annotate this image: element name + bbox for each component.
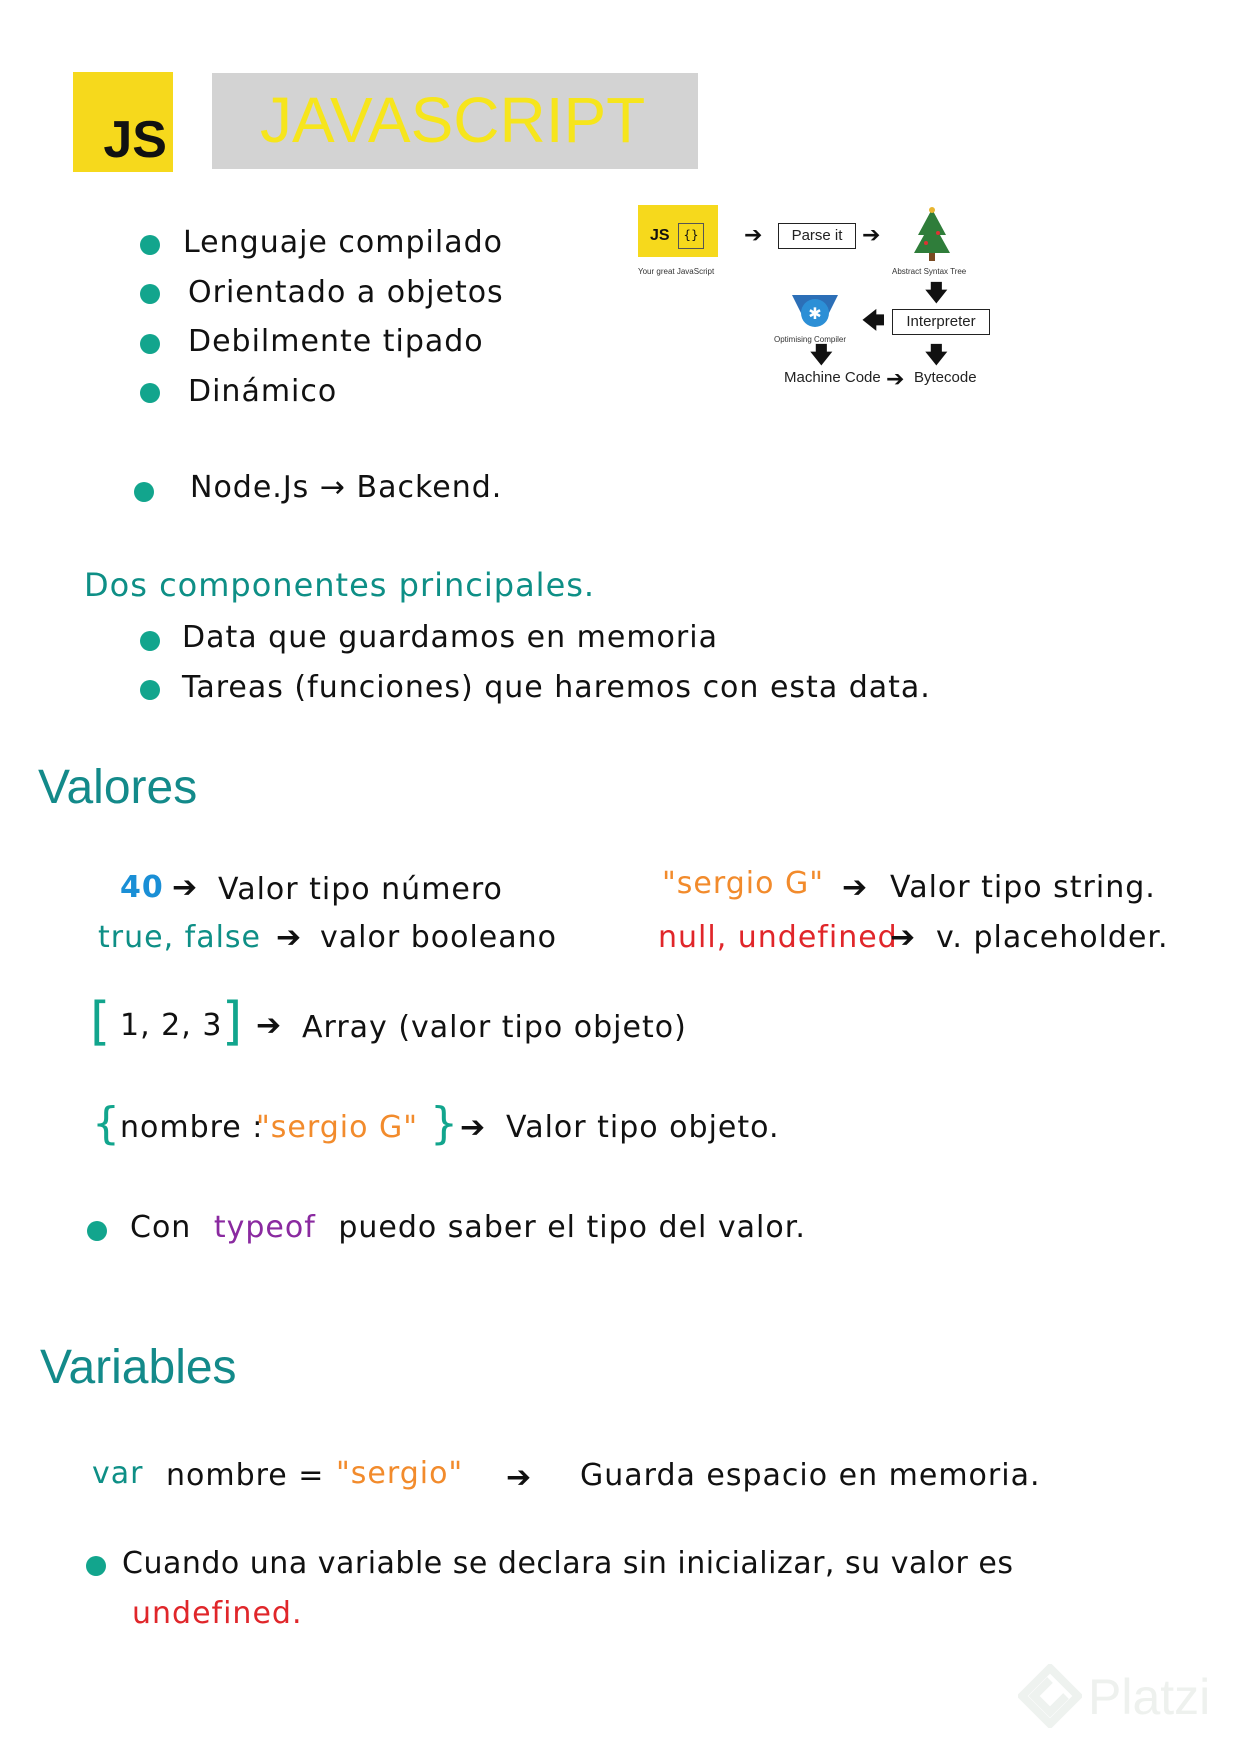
machine-code-label: Machine Code	[784, 369, 881, 386]
bool-desc: valor booleano	[320, 920, 557, 955]
platzi-logo-icon	[1018, 1664, 1082, 1728]
tree-icon	[892, 205, 972, 271]
component-item: Data que guardamos en memoria	[182, 620, 718, 655]
string-desc: Valor tipo string.	[890, 870, 1156, 905]
page-title: JAVASCRIPT	[260, 84, 646, 156]
typeof-line	[130, 1210, 806, 1245]
typeof-suffix: puedo saber el tipo del valor.	[338, 1210, 806, 1245]
page-title-banner	[212, 73, 698, 169]
js-logo	[73, 72, 173, 172]
variables-heading: Variables	[40, 1341, 237, 1394]
interpreter-box: Interpreter	[892, 309, 990, 335]
diagram-js-text: JS	[650, 227, 670, 244]
components-heading: Dos componentes principales.	[84, 566, 596, 604]
bullet-dot	[140, 284, 160, 304]
right-arrow-icon: ➔	[862, 223, 881, 248]
bullet-dot	[140, 680, 160, 700]
watermark-text: Platzi	[1088, 1669, 1211, 1725]
right-arrow-icon: ➔	[890, 920, 917, 955]
close-bracket: ]	[222, 992, 243, 1052]
component-item: Tareas (funciones) que haremos con esta data.	[182, 670, 931, 705]
node-backend-line: Node.Js → Backend.	[190, 470, 503, 505]
compiler-icon	[790, 293, 840, 333]
js-engine-diagram	[630, 195, 1010, 395]
right-arrow-icon: ➔	[506, 1460, 533, 1495]
typeof-prefix: Con	[130, 1210, 192, 1245]
feature-item: Dinámico	[188, 374, 338, 409]
right-arrow-icon: ➔	[276, 920, 303, 955]
feature-item: Lenguaje compilado	[183, 225, 503, 260]
bullet-dot	[87, 1221, 107, 1241]
right-arrow-icon: ➔	[744, 223, 763, 248]
bool-value: true, false	[98, 920, 262, 955]
feature-item: Orientado a objetos	[188, 275, 504, 310]
var-keyword: var	[92, 1456, 144, 1491]
svg-text:✱: ✱	[808, 304, 822, 323]
right-arrow-icon: ➔	[460, 1110, 487, 1145]
down-arrow-icon: 🡇	[925, 281, 948, 306]
null-value: null, undefined	[658, 920, 898, 955]
number-desc: Valor tipo número	[218, 872, 503, 907]
open-brace: {	[92, 1098, 120, 1149]
bullet-dot	[140, 235, 160, 255]
object-key: nombre :	[120, 1110, 264, 1145]
right-arrow-icon: ➔	[172, 870, 199, 905]
js-logo-text: JS	[103, 111, 167, 169]
bullet-dot	[140, 383, 160, 403]
var-value: "sergio"	[336, 1456, 464, 1491]
right-arrow-icon: ➔	[256, 1008, 283, 1043]
ast-caption: Abstract Syntax Tree	[892, 267, 967, 276]
down-arrow-icon: 🡇	[925, 343, 948, 368]
feature-item: Debilmente tipado	[188, 324, 484, 359]
close-brace: }	[430, 1098, 458, 1149]
object-value: "sergio G"	[256, 1110, 419, 1145]
typeof-keyword: typeof	[213, 1210, 316, 1245]
null-desc: v. placeholder.	[936, 920, 1169, 955]
right-arrow-icon: ➔	[886, 367, 905, 392]
diagram-js-logo	[638, 205, 718, 257]
diagram-braces: {}	[678, 223, 704, 249]
bullet-dot	[134, 482, 154, 502]
number-value: 40	[120, 870, 164, 905]
bullet-dot	[86, 1556, 106, 1576]
array-value: 1, 2, 3	[120, 1008, 223, 1043]
string-value: "sergio G"	[662, 866, 825, 901]
array-desc: Array (valor tipo objeto)	[302, 1010, 687, 1045]
down-arrow-icon: 🡇	[810, 343, 833, 368]
right-arrow-icon: ➔	[842, 870, 869, 905]
var-name: nombre =	[166, 1458, 325, 1493]
bullet-dot	[140, 631, 160, 651]
note-text: Cuando una variable se declara sin inicializar, su valor es	[122, 1546, 1014, 1581]
bullet-dot	[140, 334, 160, 354]
open-bracket: [	[90, 992, 111, 1052]
diagram-js-caption: Your great JavaScript	[638, 267, 715, 276]
note-undefined: undefined.	[132, 1596, 303, 1631]
left-arrow-icon: 🡄	[862, 309, 885, 334]
object-desc: Valor tipo objeto.	[506, 1110, 780, 1145]
bytecode-label: Bytecode	[914, 369, 977, 386]
valores-heading: Valores	[38, 761, 198, 814]
var-desc: Guarda espacio en memoria.	[580, 1458, 1041, 1493]
compiler-caption: Optimising Compiler	[774, 335, 847, 344]
parse-box: Parse it	[778, 223, 856, 249]
